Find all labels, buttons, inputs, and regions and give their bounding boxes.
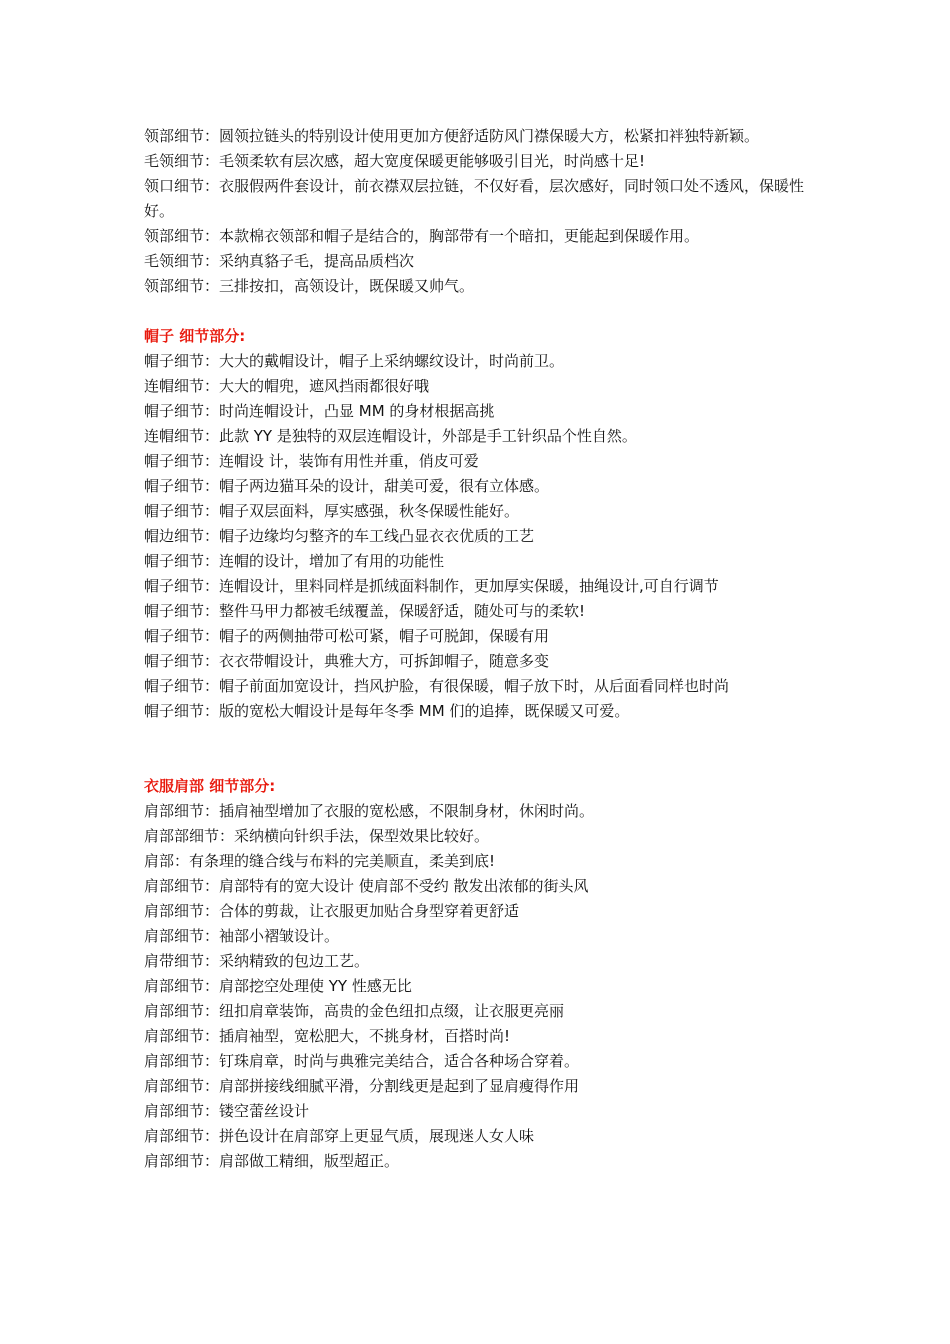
section-spacer	[144, 299, 808, 324]
collar-line: 领部细节：圆领拉链头的特别设计使用更加方便舒适防风门襟保暖大方，松紧扣袢独特新颖。	[144, 127, 760, 145]
hat-line: 帽子细节：帽子的两侧抽带可松可紧，帽子可脱卸，保暖有用	[144, 627, 550, 645]
shoulder-line: 肩部细节：肩部挖空处理使 YY 性感无比	[144, 977, 412, 995]
shoulder-line: 肩部细节：插肩袖型，宽松肥大，不挑身材，百搭时尚!	[144, 1027, 511, 1045]
hat-line: 帽子细节：版的宽松大帽设计是每年冬季 MM 们的追捧，既保暖又可爱。	[144, 702, 630, 720]
shoulder-line: 肩部细节：肩部特有的宽大设计 使肩部不受约 散发出浓郁的街头风	[144, 877, 589, 895]
hat-line: 帽子细节：衣衣带帽设计，典雅大方，可拆卸帽子，随意多变	[144, 652, 550, 670]
hat-line: 连帽细节：此款 YY 是独特的双层连帽设计，外部是手工针织品个性自然。	[144, 427, 637, 445]
hat-line: 帽子细节：连帽设 计，装饰有用性并重，俏皮可爱	[144, 452, 479, 470]
hat-line: 帽子细节：整件马甲力都被毛绒覆盖，保暖舒适，随处可与的柔软!	[144, 602, 586, 620]
shoulder-line: 肩部部细节：采纳横向针织手法，保型效果比较好。	[144, 827, 490, 845]
hat-line: 帽边细节：帽子边缘均匀整齐的车工线凸显衣衣优质的工艺	[144, 527, 535, 545]
shoulder-line: 肩部细节：纽扣肩章装饰，高贵的金色纽扣点缀，让衣服更亮丽	[144, 1002, 565, 1020]
shoulder-line: 肩部细节：拼色设计在肩部穿上更显气质，展现迷人女人味	[144, 1127, 535, 1145]
shoulder-line: 肩部细节：袖部小褶皱设计。	[144, 927, 340, 945]
shoulder-line: 肩部细节：合体的剪裁，让衣服更加贴合身型穿着更舒适	[144, 902, 520, 920]
hat-section-heading: 帽子 细节部分:	[144, 327, 246, 345]
collar-section	[144, 124, 808, 299]
collar-line: 领部细节：本款棉衣领部和帽子是结合的，胸部带有一个暗扣，更能起到保暖作用。	[144, 227, 700, 245]
document-page	[144, 124, 808, 1174]
shoulder-section-heading: 衣服肩部 细节部分:	[144, 777, 276, 795]
section-spacer	[144, 724, 808, 774]
hat-line: 帽子细节：帽子两边猫耳朵的设计，甜美可爱，很有立体感。	[144, 477, 550, 495]
shoulder-section	[144, 774, 808, 1174]
shoulder-line: 肩部细节：插肩袖型增加了衣服的宽松感，不限制身材，休闲时尚。	[144, 802, 595, 820]
collar-line: 毛领细节：毛领柔软有层次感，超大宽度保暖更能够吸引目光，时尚感十足!	[144, 152, 646, 170]
hat-line: 帽子细节：帽子双层面料，厚实感强，秋冬保暖性能好。	[144, 502, 520, 520]
collar-line: 领口细节：衣服假两件套设计，前衣襟双层拉链，不仅好看，层次感好，同时领口处不透风，保暖性好。	[144, 177, 805, 220]
hat-line: 帽子细节：大大的戴帽设计，帽子上采纳螺纹设计，时尚前卫。	[144, 352, 565, 370]
shoulder-line: 肩带细节：采纳精致的包边工艺。	[144, 952, 370, 970]
shoulder-line: 肩部细节：镂空蕾丝设计	[144, 1102, 310, 1120]
collar-line: 毛领细节：采纳真貉子毛，提高品质档次	[144, 252, 415, 270]
shoulder-line: 肩部细节：钉珠肩章，时尚与典雅完美结合，适合各种场合穿着。	[144, 1052, 580, 1070]
shoulder-line: 肩部细节：肩部做工精细，版型超正。	[144, 1152, 400, 1170]
hat-line: 帽子细节：时尚连帽设计，凸显 MM 的身材根据高挑	[144, 402, 495, 420]
hat-line: 帽子细节：帽子前面加宽设计，挡风护脸，有很保暖，帽子放下时，从后面看同样也时尚	[144, 677, 730, 695]
shoulder-line: 肩部细节：肩部拼接线细腻平滑，分割线更是起到了显肩瘦得作用	[144, 1077, 580, 1095]
shoulder-line: 肩部：有条理的缝合线与布料的完美顺直，柔美到底!	[144, 852, 496, 870]
hat-line: 帽子细节：连帽设计，里料同样是抓绒面料制作，更加厚实保暖，抽绳设计,可自行调节	[144, 577, 719, 595]
hat-line: 连帽细节：大大的帽兜，遮风挡雨都很好哦	[144, 377, 430, 395]
hat-line: 帽子细节：连帽的设计，增加了有用的功能性	[144, 552, 445, 570]
hat-section	[144, 324, 808, 724]
collar-line: 领部细节：三排按扣，高领设计，既保暖又帅气。	[144, 277, 475, 295]
